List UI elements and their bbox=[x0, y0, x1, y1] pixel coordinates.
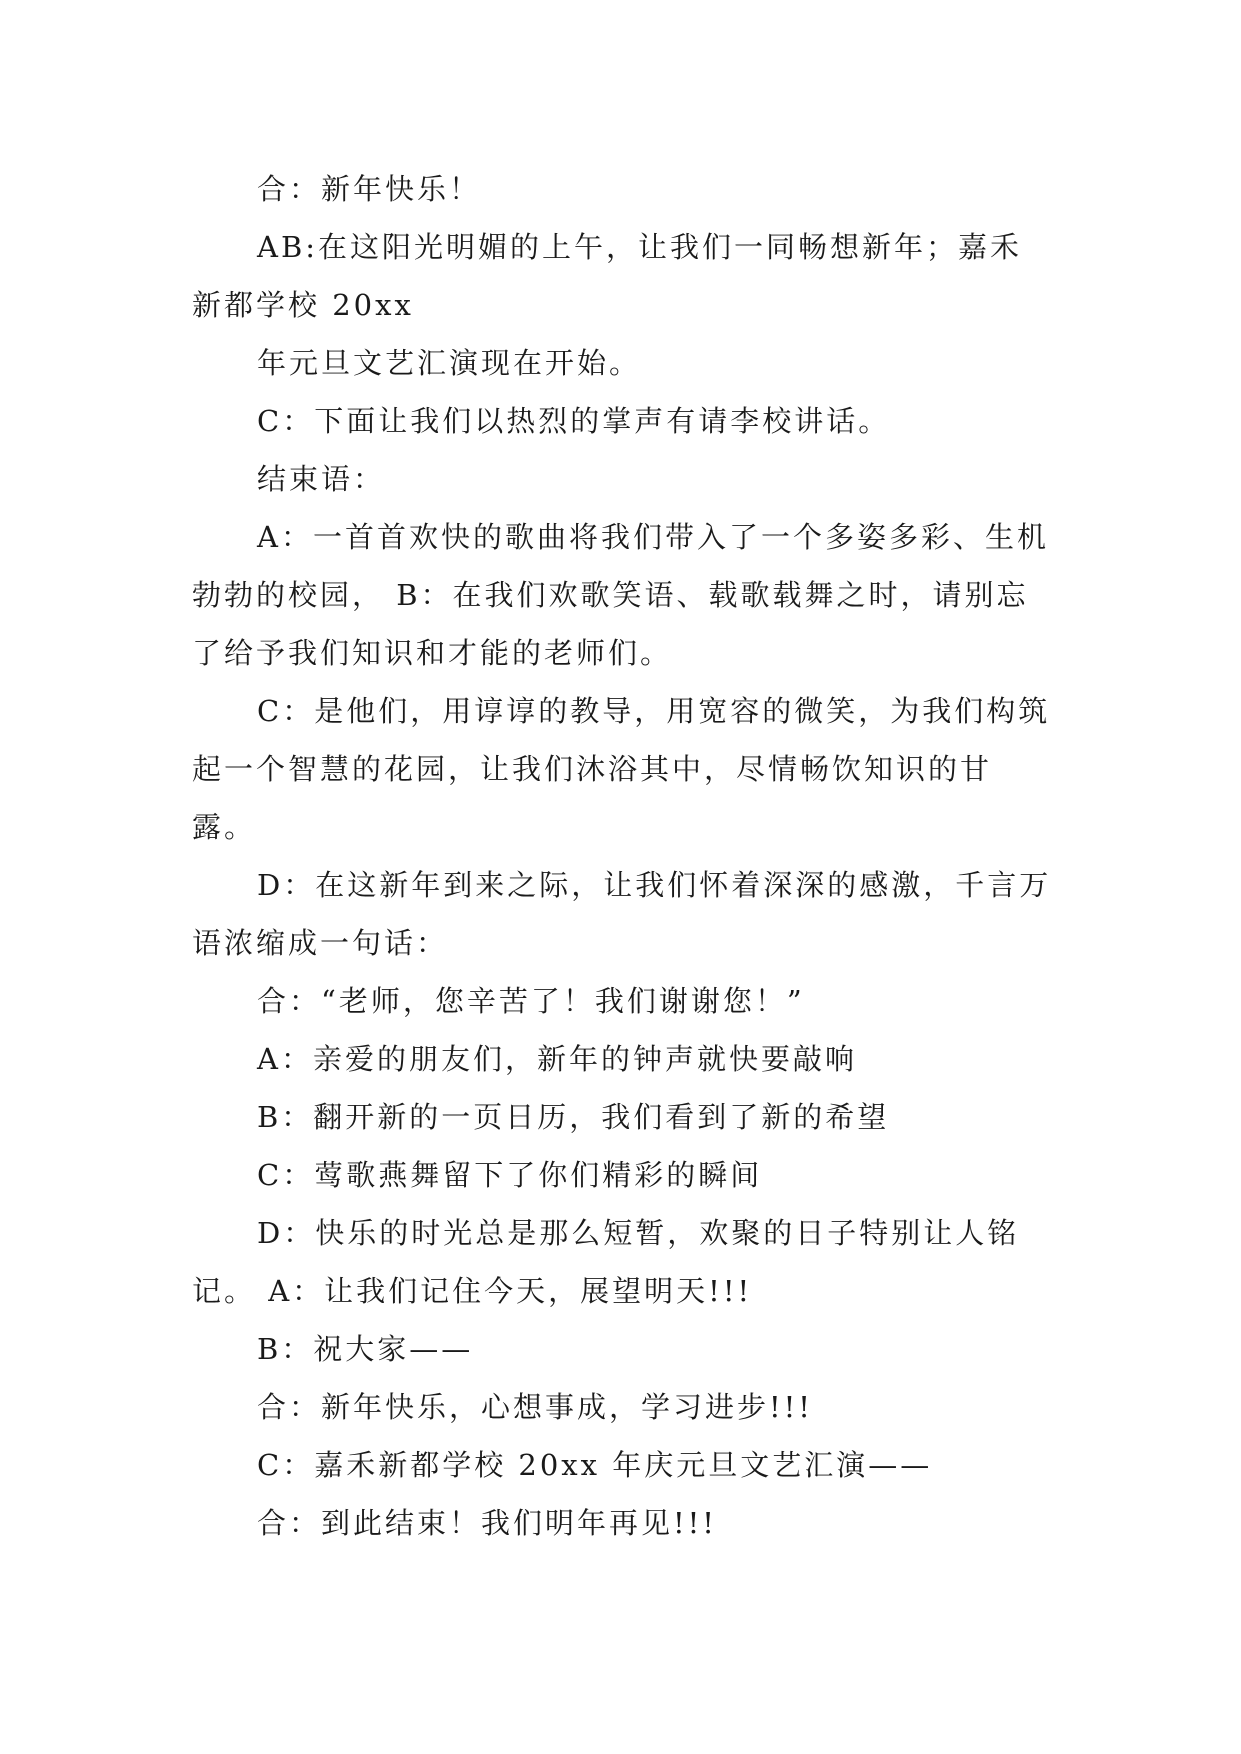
paragraph-14: B：祝大家—— bbox=[257, 1332, 474, 1366]
paragraph-8: D：在这新年到来之际，让我们怀着深深的感激，千言万语浓缩成一句话： bbox=[192, 868, 1052, 960]
paragraph-12: C：莺歌燕舞留下了你们精彩的瞬间 bbox=[257, 1158, 763, 1192]
paragraph-9: 合：“老师，您辛苦了！我们谢谢您！” bbox=[257, 984, 805, 1018]
paragraph-11: B：翻开新的一页日历，我们看到了新的希望 bbox=[257, 1100, 890, 1134]
paragraph-6: A：一首首欢快的歌曲将我们带入了一个多姿多彩、生机勃勃的校园， B：在我们欢歌笑语、载歌载舞之时，请别忘了给予我们知识和才能的老师们。 bbox=[192, 520, 1049, 670]
paragraph-5: 结束语： bbox=[257, 462, 386, 496]
paragraph-17: 合：到此结束！我们明年再见!!! bbox=[257, 1506, 717, 1540]
paragraph-16: C：嘉禾新都学校 20xx 年庆元旦文艺汇演—— bbox=[257, 1448, 933, 1482]
paragraph-15: 合：新年快乐，心想事成，学习进步!!! bbox=[257, 1390, 813, 1424]
paragraph-3: 年元旦文艺汇演现在开始。 bbox=[257, 346, 642, 380]
paragraph-1: 合：新年快乐！ bbox=[257, 172, 482, 206]
document-body bbox=[192, 160, 1054, 1552]
paragraph-4: C：下面让我们以热烈的掌声有请李校讲话。 bbox=[257, 404, 891, 438]
paragraph-10: A：亲爱的朋友们，新年的钟声就快要敲响 bbox=[257, 1042, 857, 1076]
paragraph-7: C：是他们，用谆谆的教导，用宽容的微笑，为我们构筑起一个智慧的花园，让我们沐浴其中，尽情畅饮知识的甘露。 bbox=[192, 694, 1051, 844]
paragraph-13: D：快乐的时光总是那么短暂，欢聚的日子特别让人铭记。 A：让我们记住今天，展望明天!!! bbox=[192, 1216, 1020, 1308]
paragraph-2: AB:在这阳光明媚的上午，让我们一同畅想新年；嘉禾新都学校 20xx bbox=[192, 230, 1023, 322]
